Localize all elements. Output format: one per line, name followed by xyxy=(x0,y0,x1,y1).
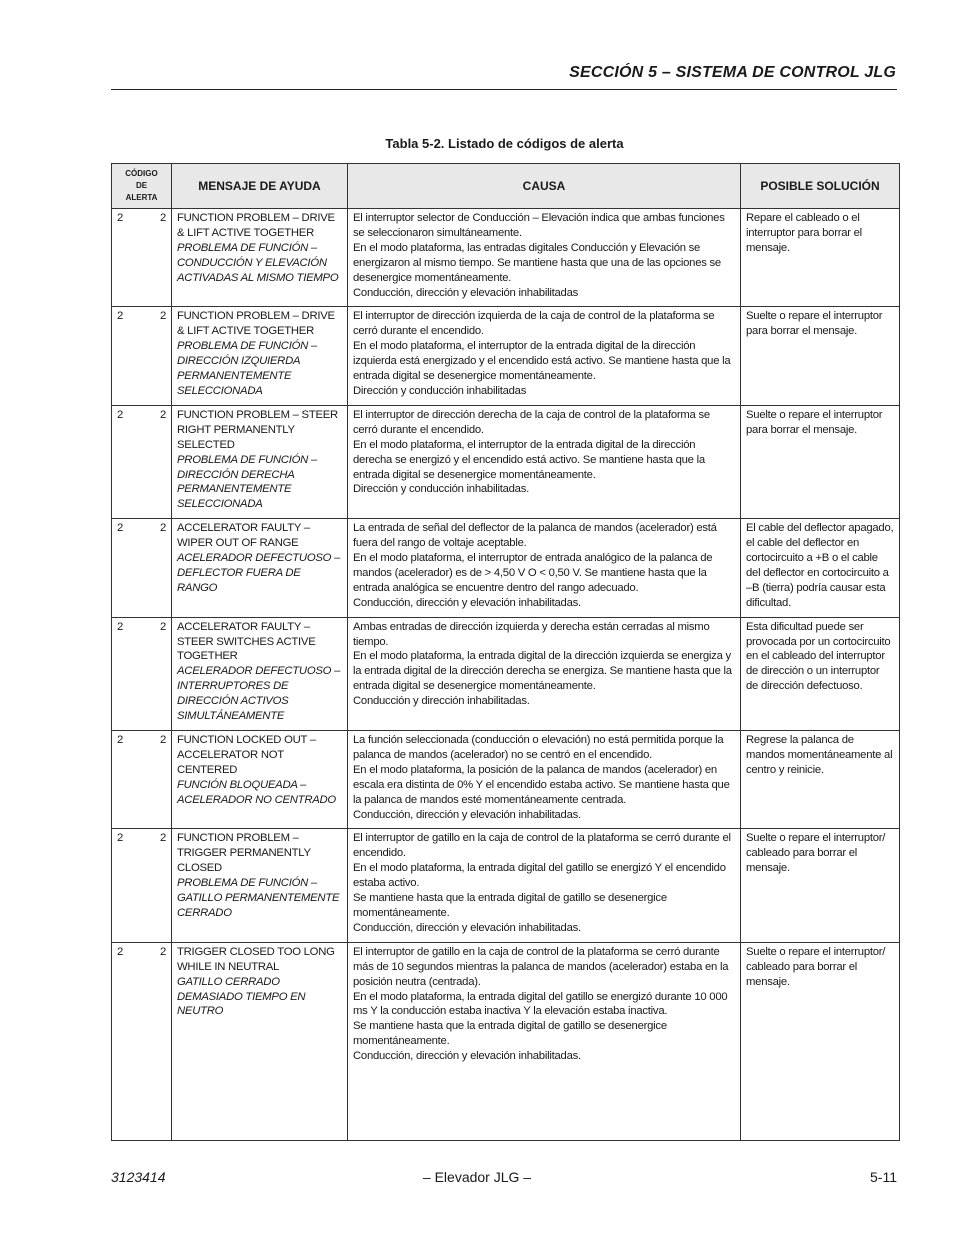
column-header-message: MENSAJE DE AYUDA xyxy=(172,164,348,209)
alert-code-digit: 2 xyxy=(159,310,166,323)
alert-code-digit: 2 xyxy=(117,310,124,323)
alert-code-digit: 2 xyxy=(159,832,166,845)
cause-line: Se mantiene hasta que la entrada digital de gatillo se desenergice momentáneamente. xyxy=(353,892,667,919)
cause-cell xyxy=(348,209,741,307)
page-number: 5-11 xyxy=(870,1169,897,1185)
alert-code-digit: 2 xyxy=(159,945,166,958)
help-message-en: ACCELERATOR FAULTY – STEER SWITCHES ACTIVE TOGETHER xyxy=(177,620,316,663)
help-message-es: FUNCIÓN BLOQUEADA – ACELERADOR NO CENTRADO xyxy=(177,778,336,806)
table-row xyxy=(112,405,900,518)
table-header-row xyxy=(112,164,900,209)
cause-line: Conducción, dirección y elevación inhabilitadas. xyxy=(353,921,581,934)
help-message-cell xyxy=(172,829,348,942)
help-message-en: FUNCTION PROBLEM – STEER RIGHT PERMANENTLY SELECTED xyxy=(177,408,338,451)
cause-line: Dirección y conducción inhabilitadas. xyxy=(353,483,529,496)
cause-line: Conducción, dirección y elevación inhabilitadas. xyxy=(353,596,581,609)
section-title: SECCIÓN 5 – SISTEMA DE CONTROL JLG xyxy=(569,64,896,81)
alert-code-cell xyxy=(112,209,172,307)
alert-code-digit: 2 xyxy=(159,408,166,421)
cause-line: En el modo plataforma, la entrada digital de la dirección izquierda se energiza y la entrada digital de la dirección derecha se energiza. Se mantiene hasta que la entrada digital se desenergice momentáneamente. xyxy=(353,650,732,693)
table-row xyxy=(112,519,900,617)
table-row xyxy=(112,307,900,405)
header-divider xyxy=(111,89,897,90)
cause-cell xyxy=(348,829,741,942)
alert-code-cell xyxy=(112,731,172,829)
solution-cell: Suelte o repare el interruptor/ cableado para borrar el mensaje. xyxy=(741,829,900,942)
alert-code-cell xyxy=(112,405,172,518)
help-message-cell xyxy=(172,405,348,518)
cause-line: Conducción, dirección y elevación inhabilitadas xyxy=(353,286,578,299)
cause-line: El interruptor de gatillo en la caja de control de la plataforma se cerró durante más de 10 segundos mientras la palanca de mandos (acelerador) estaba en la posición neutra (centrada). xyxy=(353,945,729,988)
footer-publication: – Elevador JLG – xyxy=(422,1169,532,1185)
cause-line: Conducción y dirección inhabilitadas. xyxy=(353,695,530,708)
cause-line: El interruptor de gatillo en la caja de control de la plataforma se cerró durante el encendido. xyxy=(353,832,731,860)
help-message-cell xyxy=(172,617,348,730)
column-header-solution: POSIBLE SOLUCIÓN xyxy=(741,164,900,209)
solution-cell: Repare el cableado o el interruptor para borrar el mensaje. xyxy=(741,209,900,307)
cause-line: En el modo plataforma, el interruptor de entrada analógico de la palanca de mandos (acelerador) es de > 4,50 V O < 0,50 V. Se mantiene hasta que la entrada analógica se encuentre dentro del rango adecuado. xyxy=(353,552,713,594)
help-message-en: FUNCTION PROBLEM – TRIGGER PERMANENTLY CLOSED xyxy=(177,832,311,875)
alert-code-cell xyxy=(112,942,172,1140)
help-message-en: TRIGGER CLOSED TOO LONG WHILE IN NEUTRAL xyxy=(177,945,335,973)
cause-line: Dirección y conducción inhabilitadas xyxy=(353,384,527,397)
cause-cell xyxy=(348,617,741,730)
cause-line: En el modo plataforma, la posición de la palanca de mandos (acelerador) en escala era distinta de 0% Y el encendido estaba activo. Se mantiene hasta que la palanca de mandos esté momentáneamente centrada. xyxy=(353,763,730,806)
table-caption: Tabla 5-2. Listado de códigos de alerta xyxy=(385,136,624,151)
help-message-es: PROBLEMA DE FUNCIÓN – GATILLO PERMANENTEMENTE CERRADO xyxy=(177,877,340,919)
help-message-es: GATILLO CERRADO DEMASIADO TIEMPO EN NEUTRO xyxy=(177,975,306,1018)
cause-line: En el modo plataforma, las entradas digitales Conducción y Elevación se energizaron al mismo tiempo. Se mantiene hasta que una de las opciones se desenergice momentáneamente. xyxy=(353,241,721,284)
solution-cell: El cable del deflector apagado, el cable del deflector en cortocircuito a +B o el cable del deflector en cortocircuito a –B (tierra) podría causar esta dificultad. xyxy=(741,519,900,617)
alert-code-digit: 2 xyxy=(159,212,166,224)
alert-code-digit: 2 xyxy=(117,408,124,421)
table-row xyxy=(112,617,900,730)
help-message-es: PROBLEMA DE FUNCIÓN – CONDUCCIÓN Y ELEVACIÓN ACTIVADAS AL MISMO TIEMPO xyxy=(177,241,339,284)
table-row xyxy=(112,731,900,829)
cause-cell xyxy=(348,731,741,829)
alert-codes-table xyxy=(111,163,900,1141)
alert-code-digit: 2 xyxy=(159,522,166,535)
cause-line: En el modo plataforma, la entrada digital del gatillo se energizó durante 10 000 ms Y la conducción estaba inactiva Y la elevación estaba inactiva. xyxy=(353,990,728,1018)
help-message-cell xyxy=(172,731,348,829)
cause-line: En el modo plataforma, el interruptor de la entrada digital de la dirección derecha se energizó y el encendido está activo. Se mantiene hasta que la entrada digital se desenergice momentáneamente. xyxy=(353,438,705,481)
alert-code-digit: 2 xyxy=(159,734,166,746)
cause-line: En el modo plataforma, la entrada digital del gatillo se energizó Y el encendido estaba activo. xyxy=(353,862,726,890)
help-message-cell xyxy=(172,519,348,617)
cause-cell xyxy=(348,942,741,1140)
cause-cell xyxy=(348,307,741,405)
cause-line: Conducción, dirección y elevación inhabilitadas. xyxy=(353,808,581,821)
solution-cell: Suelte o repare el interruptor para borrar el mensaje. xyxy=(741,307,900,405)
cause-line: Ambas entradas de dirección izquierda y derecha están cerradas al mismo tiempo. xyxy=(353,620,710,648)
cause-line: La entrada de señal del deflector de la palanca de mandos (acelerador) está fuera del rango de voltaje aceptable. xyxy=(353,522,717,550)
help-message-cell xyxy=(172,307,348,405)
cause-cell xyxy=(348,405,741,518)
alert-code-digit: 2 xyxy=(117,212,124,224)
code-header-line: CÓDIGO xyxy=(125,169,158,178)
alert-code-digit: 2 xyxy=(117,945,124,958)
solution-cell: Suelte o repare el interruptor para borrar el mensaje. xyxy=(741,405,900,518)
column-header-code xyxy=(112,164,172,209)
table-row xyxy=(112,209,900,307)
cause-line: En el modo plataforma, el interruptor de la entrada digital de la dirección izquierda está energizado y el encendido está activo. Se mantiene hasta que la entrada digital se desenergice momentáneamente. xyxy=(353,340,731,383)
solution-cell: Suelte o repare el interruptor/ cableado para borrar el mensaje. xyxy=(741,942,900,1140)
cause-cell xyxy=(348,519,741,617)
help-message-en: ACCELERATOR FAULTY – WIPER OUT OF RANGE xyxy=(177,522,310,550)
help-message-es: PROBLEMA DE FUNCIÓN – DIRECCIÓN DERECHA PERMANENTEMENTE SELECCIONADA xyxy=(177,453,317,511)
alert-code-digit: 2 xyxy=(159,620,166,633)
cause-line: El interruptor de dirección derecha de la caja de control de la plataforma se cerró durante el encendido. xyxy=(353,408,710,436)
solution-cell: Esta dificultad puede ser provocada por un cortocircuito en el cableado del interruptor de dirección o un interruptor de dirección defectuoso. xyxy=(741,617,900,730)
help-message-cell xyxy=(172,209,348,307)
help-message-es: ACELERADOR DEFECTUOSO – DEFLECTOR FUERA DE RANGO xyxy=(177,552,341,594)
alert-code-cell xyxy=(112,307,172,405)
code-header-line: ALERTA xyxy=(125,193,158,202)
cause-line: El interruptor de dirección izquierda de la caja de control de la plataforma se cerró durante el encendido. xyxy=(353,310,715,338)
help-message-en: FUNCTION LOCKED OUT – ACCELERATOR NOT CENTERED xyxy=(177,734,316,776)
solution-cell: Regrese la palanca de mandos momentáneamente al centro y reinicie. xyxy=(741,731,900,829)
cause-line: La función seleccionada (conducción o elevación) no está permitida porque la palanca de mandos (acelerador) no se centró en el encendido. xyxy=(353,734,724,761)
column-header-cause: CAUSA xyxy=(348,164,741,209)
help-message-cell xyxy=(172,942,348,1140)
alert-code-digit: 2 xyxy=(117,620,124,633)
alert-code-cell xyxy=(112,617,172,730)
cause-line: El interruptor selector de Conducción – Elevación indica que ambas funciones se seleccionaron simultáneamente. xyxy=(353,212,725,239)
alert-code-digit: 2 xyxy=(117,832,124,845)
alert-code-cell xyxy=(112,519,172,617)
alert-code-digit: 2 xyxy=(117,522,124,535)
code-header-line: DE xyxy=(135,181,148,190)
table-row xyxy=(112,942,900,1140)
help-message-en: FUNCTION PROBLEM – DRIVE & LIFT ACTIVE TOGETHER xyxy=(177,310,335,338)
document-number: 3123414 xyxy=(111,1169,166,1185)
cause-line: Se mantiene hasta que la entrada digital de gatillo se desenergice momentáneamente. xyxy=(353,1020,667,1048)
cause-line: Conducción, dirección y elevación inhabilitadas. xyxy=(353,1050,581,1063)
help-message-es: ACELERADOR DEFECTUOSO – INTERRUPTORES DE DIRECCIÓN ACTIVOS SIMULTÁNEAMENTE xyxy=(177,665,341,723)
alert-code-digit: 2 xyxy=(117,734,124,746)
help-message-es: PROBLEMA DE FUNCIÓN – DIRECCIÓN IZQUIERDA PERMANENTEMENTE SELECCIONADA xyxy=(177,340,317,397)
alert-code-cell xyxy=(112,829,172,942)
help-message-en: FUNCTION PROBLEM – DRIVE & LIFT ACTIVE TOGETHER xyxy=(177,212,335,239)
table-row xyxy=(112,829,900,942)
